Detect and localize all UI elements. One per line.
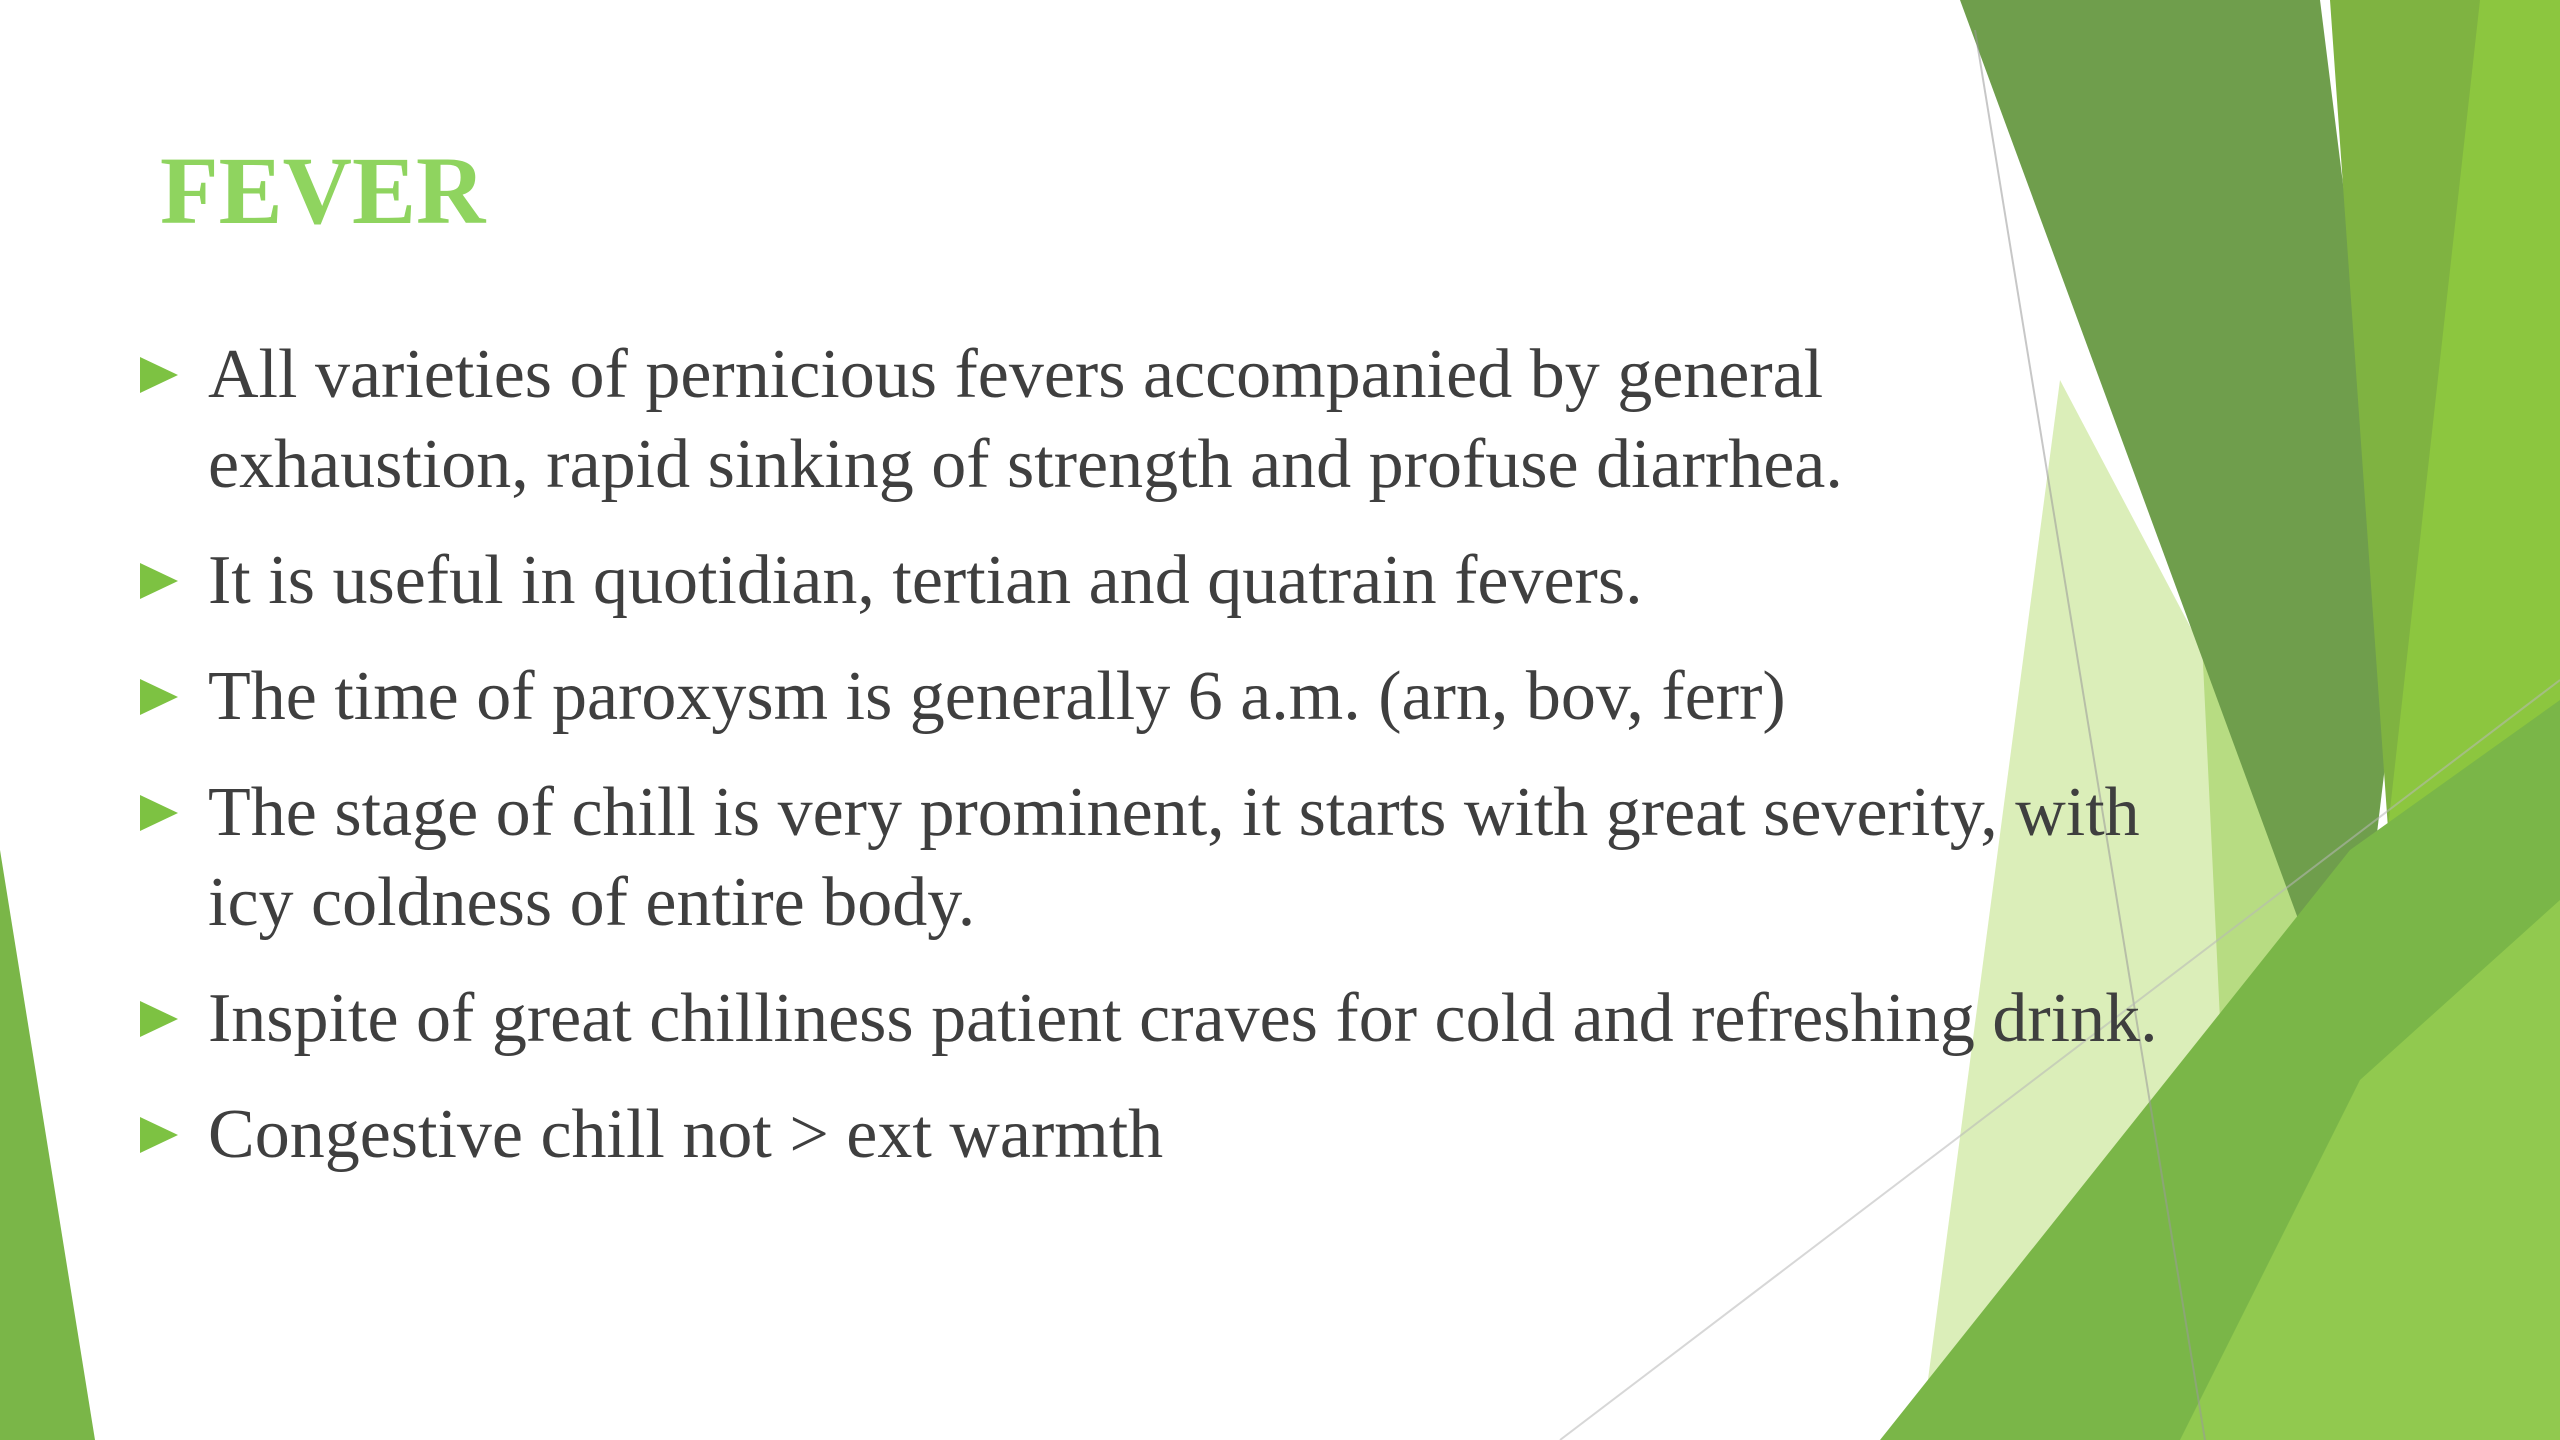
- triangle-right-icon: [140, 561, 180, 601]
- left-accent-shape: [0, 850, 95, 1440]
- triangle-right-icon: [140, 793, 180, 833]
- bullet-item: [140, 1090, 2160, 1180]
- slide-title: FEVER: [160, 137, 486, 244]
- bullet-item: [140, 652, 2160, 742]
- bullet-item: [140, 536, 2160, 626]
- bullet-text: All varieties of pernicious fevers accompanied by general exhaustion, rapid sinking of strength and profuse diarrhea.: [208, 336, 1843, 503]
- triangle-right-icon: [140, 355, 180, 395]
- bullet-text: Congestive chill not > ext warmth: [208, 1096, 1164, 1173]
- bullet-item: [140, 330, 2160, 510]
- bullet-text: Inspite of great chilliness patient craves for cold and refreshing drink.: [208, 980, 2158, 1057]
- bullet-list: [140, 330, 2160, 1206]
- bullet-text: It is useful in quotidian, tertian and quatrain fevers.: [208, 542, 1643, 619]
- bullet-item: [140, 974, 2160, 1064]
- bullet-item: [140, 768, 2160, 948]
- bullet-text: The stage of chill is very prominent, it starts with great severity, with icy coldness of entire body.: [208, 774, 2140, 941]
- bullet-text: The time of paroxysm is generally 6 a.m. (arn, bov, ferr): [208, 658, 1786, 735]
- triangle-right-icon: [140, 677, 180, 717]
- triangle-right-icon: [140, 1115, 180, 1155]
- triangle-right-icon: [140, 999, 180, 1039]
